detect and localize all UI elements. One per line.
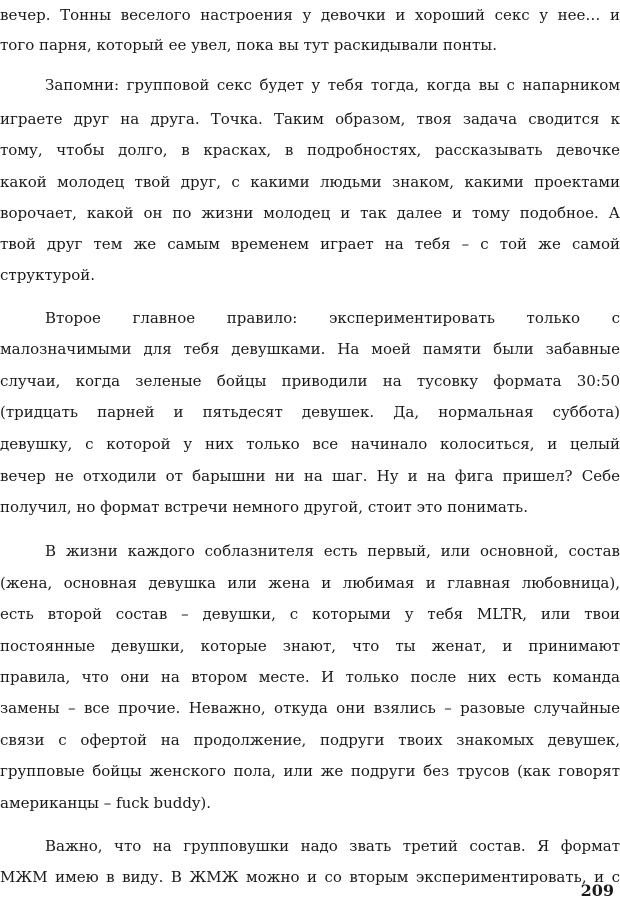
text-line: (жена, основная девушка или жена и любимая и главная любовница), (0, 574, 620, 592)
text-line: ворочает, какой он по жизни молодец и так далее и тому подобное. А (0, 204, 620, 222)
text-line: американцы – fuck buddy). (0, 794, 212, 812)
text-line: Второе главное правило: экспериментировать только с (45, 309, 620, 327)
text-line: вечер не отходили от барышни ни на шаг. Ну и на фига пришел? Себе (0, 467, 620, 485)
text-line: замены – все прочие. Неважно, откуда они взялись – разовые случайные (0, 699, 620, 717)
text-line: твой друг тем же самым временем играет на тебя – с той же самой (0, 235, 620, 253)
text-line: В жизни каждого соблазнителя есть первый, или основной, состав (45, 542, 620, 560)
text-line: малозначимыми для тебя девушками. На моей памяти были забавные (0, 340, 620, 358)
text-line: постоянные девушки, которые знают, что ты женат, и принимают (0, 637, 620, 655)
text-line: девушку, с которой у них только все начинало колоситься, и целый (0, 435, 620, 453)
text-line: связи с офертой на продолжение, подруги твоих знакомых девушек, (0, 731, 620, 749)
text-line: тому, чтобы долго, в красках, в подробностях, рассказывать девочке (0, 141, 620, 159)
text-line: получил, но формат встречи немного другой, стоит это понимать. (0, 498, 528, 516)
text-line: правила, что они на втором месте. И только после них есть команда (0, 668, 620, 686)
text-line: Важно, что на групповушки надо звать третий состав. Я формат (45, 837, 620, 855)
text-line: (тридцать парней и пятьдесят девушек. Да, нормальная суббота) (0, 403, 620, 421)
page-number: 209 (580, 881, 614, 900)
text-line: структурой. (0, 266, 96, 284)
text-line: Запомни: групповой секс будет у тебя тогда, когда вы с напарником (45, 76, 620, 94)
text-line: вечер. Тонны веселого настроения у девочки и хороший секс у нее… и (0, 6, 620, 24)
text-line: играете друг на друга. Точка. Таким образом, твоя задача сводится к (0, 110, 620, 128)
text-line: того парня, который ее увел, пока вы тут раскидывали понты. (0, 36, 497, 54)
text-line: случаи, когда зеленые бойцы приводили на тусовку формата 30:50 (0, 372, 620, 390)
text-line: какой молодец твой друг, с какими людьми знаком, какими проектами (0, 173, 620, 191)
text-line: групповые бойцы женского пола, или же подруги без трусов (как говорят (0, 762, 620, 780)
text-line: есть второй состав – девушки, с которыми у тебя MLTR, или твои (0, 605, 620, 623)
text-line: МЖМ имею в виду. В ЖМЖ можно и со вторым экспериментировать, и с (0, 868, 620, 886)
